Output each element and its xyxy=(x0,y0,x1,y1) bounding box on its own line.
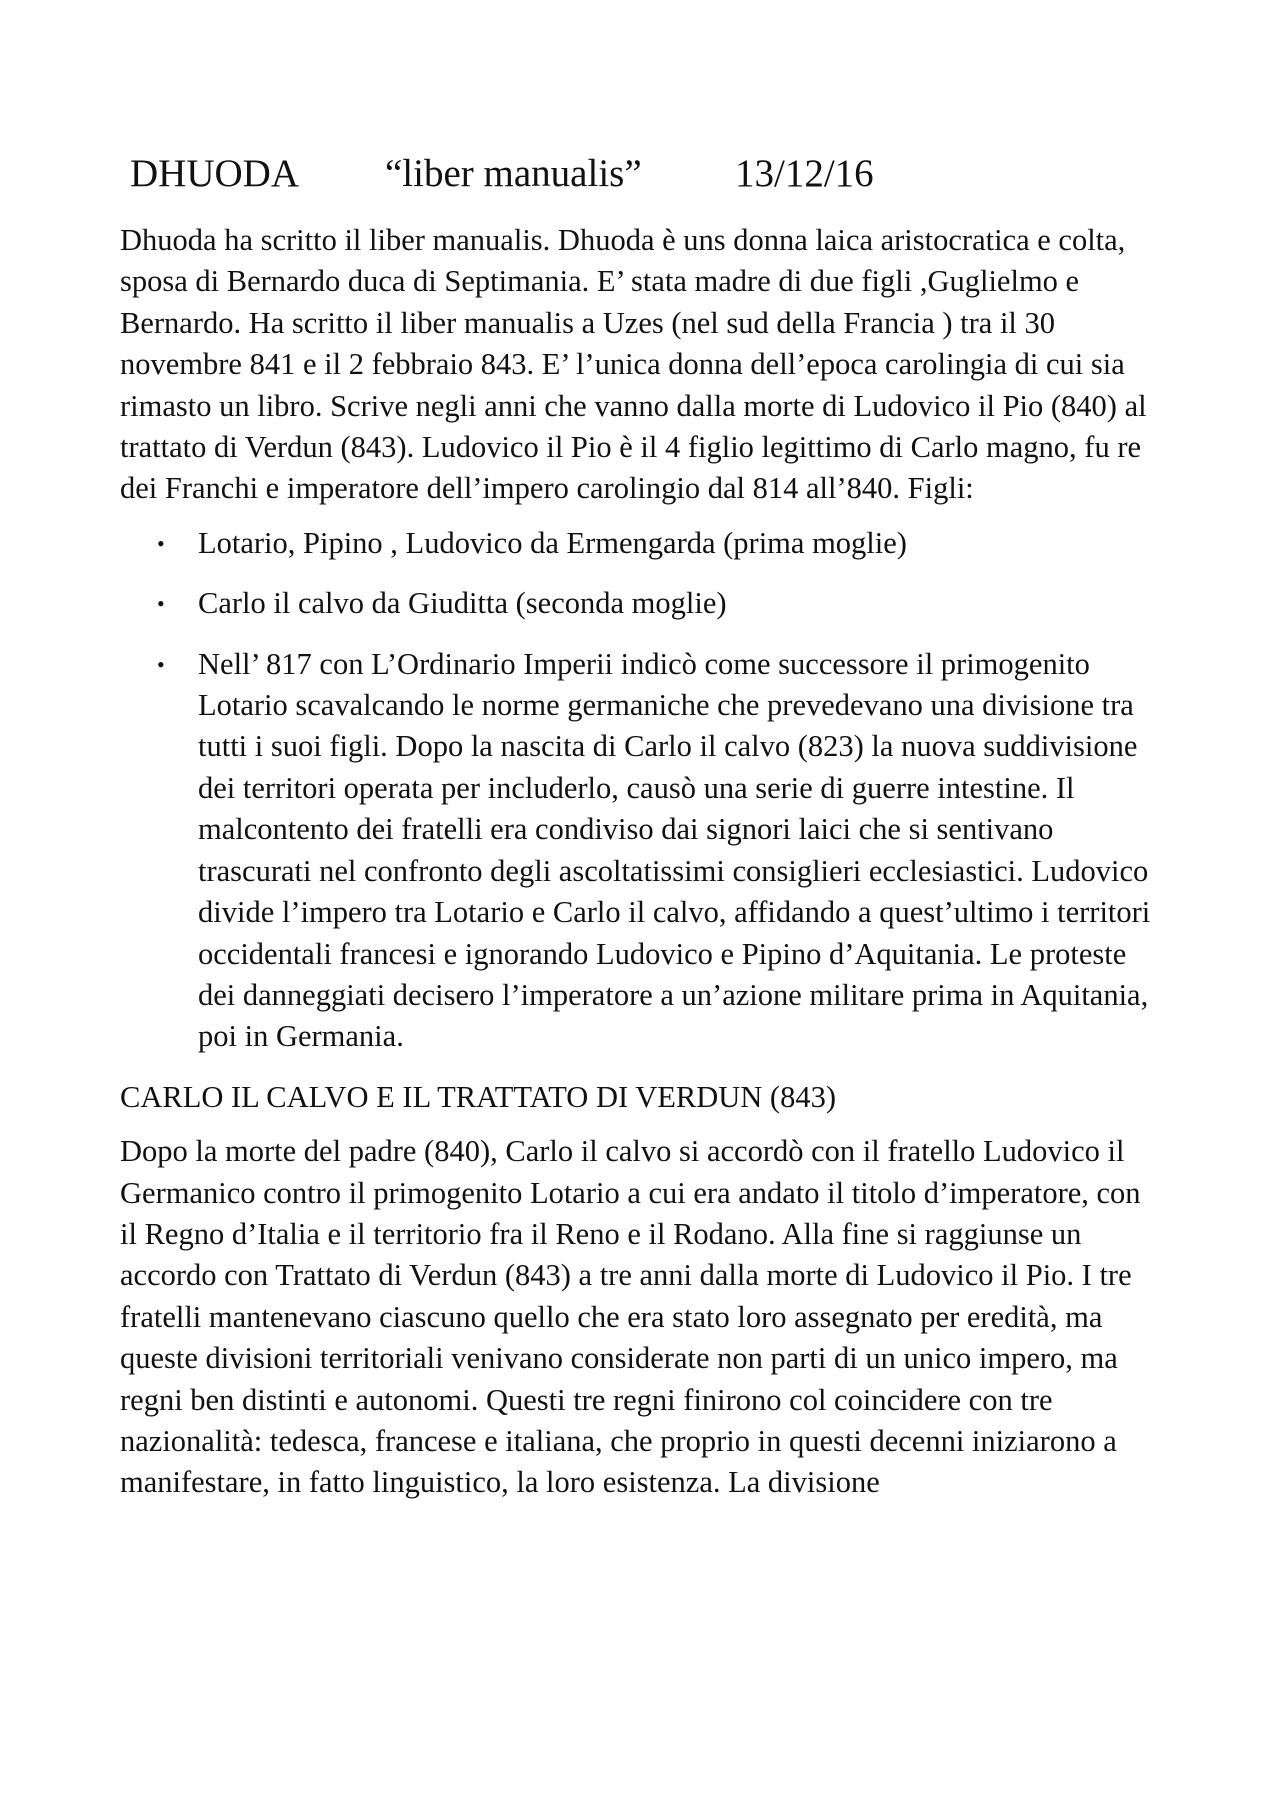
document-body xyxy=(120,220,1165,1517)
title-date: 13/12/16 xyxy=(735,152,874,195)
list-item-text: Carlo il calvo da Giuditta (seconda moglie) xyxy=(198,586,727,621)
list-item xyxy=(120,644,1165,1058)
list-item-text: Nell’ 817 con L’Ordinario Imperii indicò come successore il primogenito Lotario scavalcando le norme germaniche che prevedevano una divisione tra tutti i suoi figli. Dopo la nascita di Carlo il calvo (823) la nuova suddivisione dei territori operata per includerlo, causò una serie di guerre intestine. Il malcontento dei fratelli era condiviso dai signori laici che si sentivano trascurati nel confronto degli ascoltatissimi consiglieri ecclesiastici. Ludovico divide l’impero tra Lotario e Carlo il calvo, affidando a quest’ultimo i territori occidentali francesi e ignorando Ludovico e Pipino d’Aquitania. Le proteste dei danneggiati decisero l’imperatore a un’azione militare prima in Aquitania, poi in Germania. xyxy=(198,646,1151,1054)
list-item xyxy=(120,583,1165,624)
list-item xyxy=(120,523,1165,564)
title-work: “liber manualis” xyxy=(385,152,642,195)
bullet-icon: • xyxy=(157,651,165,677)
bullet-icon: • xyxy=(157,530,165,556)
section-paragraph: Dopo la morte del padre (840), Carlo il calvo si accordò con il fratello Ludovico il Germanico contro il primogenito Lotario a cui era andato il titolo d’imperatore, con il Regno d’Italia e il territorio fra il Reno e il Rodano. Alla fine si raggiunse un accordo con Trattato di Verdun (843) a tre anni dalla morte di Ludovico il Pio. I tre fratelli mantenevano ciascuno quello che era stato loro assegnato per eredità, ma queste divisioni territoriali venivano considerate non parti di un unico impero, ma regni ben distinti e autonomi. Questi tre regni finirono col coincidere con tre nazionalità: tedesca, francese e italiana, che proprio in questi decenni iniziarono a manifestare, in fatto linguistico, la loro esistenza. La divisione xyxy=(120,1134,1141,1500)
section-heading: CARLO IL CALVO E IL TRATTATO DI VERDUN (843) xyxy=(120,1079,836,1114)
list-item-text: Lotario, Pipino , Ludovico da Ermengarda (prima moglie) xyxy=(198,525,907,560)
page-title xyxy=(130,150,874,198)
bullet-icon: • xyxy=(157,591,165,617)
title-author: DHUODA xyxy=(130,152,299,195)
children-list xyxy=(120,523,1165,1058)
intro-paragraph: Dhuoda ha scritto il liber manualis. Dhuoda è uns donna laica aristocratica e colta, sposa di Bernardo duca di Septimania. E’ stata madre di due figli ,Guglielmo e Bernardo. Ha scritto il liber manualis a Uzes (nel sud della Francia ) tra il 30 novembre 841 e il 2 febbraio 843. E’ l’unica donna dell’epoca carolingia di cui sia rimasto un libro. Scrive negli anni che vanno dalla morte di Ludovico il Pio (840) al trattato di Verdun (843). Ludovico il Pio è il 4 figlio legittimo di Carlo magno, fu re dei Franchi e imperatore dell’impero carolingio dal 814 all’840. Figli: xyxy=(120,223,1147,506)
